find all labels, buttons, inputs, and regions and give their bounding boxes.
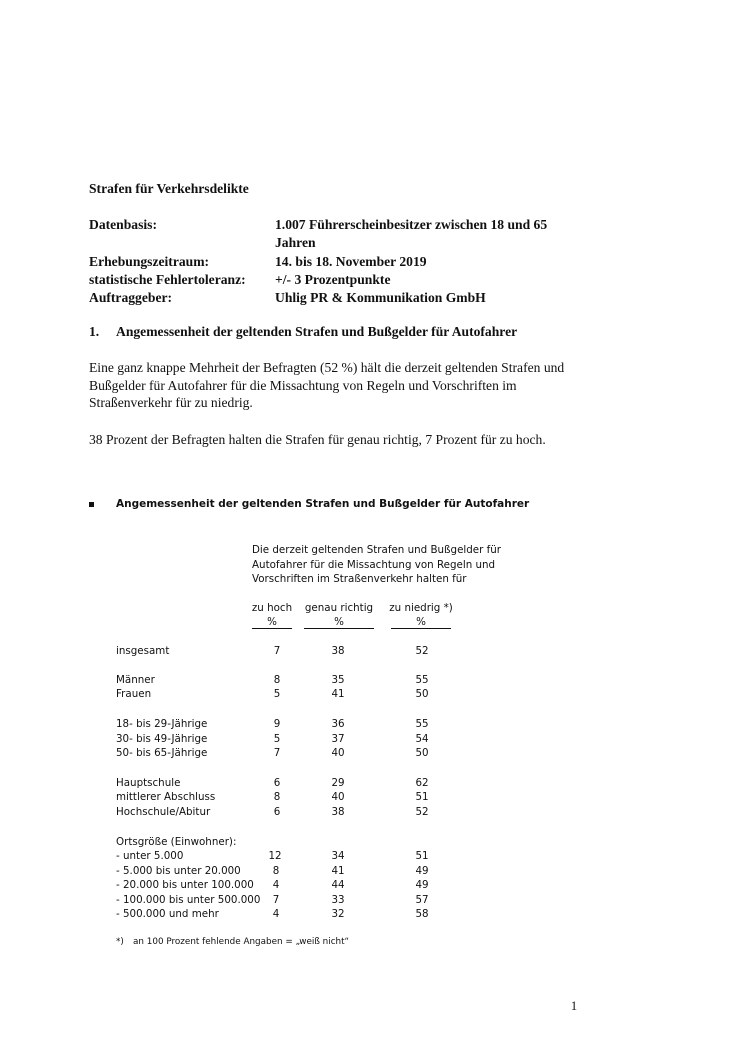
- meta-row-auftraggeber: [89, 289, 609, 307]
- cell-zu-hoch: 7: [273, 645, 281, 657]
- column-unit: %: [334, 616, 344, 628]
- meta-row-erhebungszeitraum: [89, 253, 609, 271]
- meta-value: 14. bis 18. November 2019: [275, 254, 427, 269]
- cell-zu-hoch: 4: [272, 879, 280, 891]
- cell-zu-hoch: 9: [273, 718, 281, 730]
- row-label: Hauptschule: [116, 777, 181, 789]
- cell-zu-niedrig: 51: [415, 850, 429, 862]
- cell-genau-richtig: 38: [331, 806, 345, 818]
- row-label: Hochschule/Abitur: [116, 806, 211, 818]
- row-label: Männer: [116, 674, 155, 686]
- row-label: - 100.000 bis unter 500.000: [116, 894, 261, 906]
- section-title: Angemessenheit der geltenden Strafen und Bußgelder für Autofahrer: [116, 324, 518, 339]
- cell-zu-niedrig: 55: [415, 674, 429, 686]
- section-heading: [89, 323, 609, 341]
- paragraph: Eine ganz knappe Mehrheit der Befragten (52 %) hält die derzeit geltenden Strafen und Bußgelder für Autofahrer für die Missachtung von Regeln und Vorschriften im Straßenverkehr für zu niedrig.: [89, 360, 565, 410]
- row-label: - 20.000 bis unter 100.000: [116, 879, 254, 891]
- cell-genau-richtig: 37: [331, 733, 345, 745]
- column-unit: %: [267, 616, 277, 628]
- row-label: 18- bis 29-Jährige: [116, 718, 208, 730]
- footnote-text: an 100 Prozent fehlende Angaben = „weiß nicht“: [133, 937, 350, 947]
- cell-zu-hoch: 7: [272, 894, 280, 906]
- cell-zu-niedrig: 55: [415, 718, 429, 730]
- cell-genau-richtig: 41: [331, 688, 345, 700]
- row-label: - unter 5.000: [116, 850, 184, 862]
- cell-genau-richtig: 32: [331, 908, 345, 920]
- row-group-label: Ortsgröße (Einwohner):: [116, 836, 237, 848]
- cell-genau-richtig: 35: [331, 674, 345, 686]
- footnote-mark: *): [116, 937, 124, 947]
- row-label: insgesamt: [116, 645, 170, 657]
- bullet-icon: [89, 502, 94, 507]
- row-label: - 5.000 bis unter 20.000: [116, 865, 241, 877]
- meta-key: Erhebungszeitraum:: [89, 254, 210, 269]
- cell-zu-hoch: 8: [273, 791, 281, 803]
- cell-genau-richtig: 38: [331, 645, 345, 657]
- column-unit: %: [416, 616, 426, 628]
- column-underline: [304, 628, 374, 629]
- column-underline: [252, 628, 292, 629]
- cell-genau-richtig: 41: [331, 865, 345, 877]
- cell-zu-hoch: 5: [273, 688, 281, 700]
- cell-genau-richtig: 34: [331, 850, 345, 862]
- column-underline: [391, 628, 451, 629]
- cell-zu-hoch: 8: [272, 865, 280, 877]
- meta-value: 1.007 Führerscheinbesitzer zwischen 18 und 65 Jahren: [275, 217, 548, 250]
- cell-zu-niedrig: 50: [415, 688, 429, 700]
- column-header-zu-niedrig: zu niedrig *): [389, 602, 453, 614]
- row-label: 50- bis 65-Jährige: [116, 747, 208, 759]
- cell-zu-niedrig: 57: [415, 894, 429, 906]
- meta-value: Uhlig PR & Kommunikation GmbH: [275, 290, 486, 305]
- cell-genau-richtig: 44: [331, 879, 345, 891]
- meta-key: Auftraggeber:: [89, 290, 173, 305]
- cell-zu-hoch: 6: [273, 777, 281, 789]
- page-number: 1: [570, 999, 578, 1013]
- cell-zu-niedrig: 52: [415, 645, 429, 657]
- cell-zu-niedrig: 51: [415, 791, 429, 803]
- column-header-zu-hoch: zu hoch: [251, 602, 293, 614]
- meta-key: Datenbasis:: [89, 217, 157, 232]
- cell-zu-niedrig: 54: [415, 733, 429, 745]
- meta-row-datenbasis: [89, 216, 609, 252]
- cell-zu-hoch: 5: [273, 733, 281, 745]
- row-label: mittlerer Abschluss: [116, 791, 216, 803]
- column-header-genau-richtig: genau richtig: [304, 602, 374, 614]
- row-label: 30- bis 49-Jährige: [116, 733, 208, 745]
- row-label: Frauen: [116, 688, 152, 700]
- cell-genau-richtig: 40: [331, 747, 345, 759]
- page-title: Strafen für Verkehrsdelikte: [89, 181, 249, 196]
- table-heading: [89, 498, 530, 512]
- section-number: 1.: [89, 324, 100, 339]
- meta-value: +/- 3 Prozentpunkte: [275, 272, 391, 287]
- cell-zu-niedrig: 62: [415, 777, 429, 789]
- cell-zu-hoch: 6: [273, 806, 281, 818]
- cell-genau-richtig: 40: [331, 791, 345, 803]
- cell-zu-hoch: 4: [272, 908, 280, 920]
- cell-zu-niedrig: 52: [415, 806, 429, 818]
- cell-zu-niedrig: 58: [415, 908, 429, 920]
- meta-key: statistische Fehlertoleranz:: [89, 272, 246, 287]
- cell-zu-niedrig: 49: [415, 879, 429, 891]
- footnote: [116, 937, 416, 950]
- cell-zu-hoch: 8: [273, 674, 281, 686]
- cell-genau-richtig: 29: [331, 777, 345, 789]
- table-intro: Die derzeit geltenden Strafen und Bußgelder für Autofahrer für die Missachtung von Regeln und Vorschriften im Straßenverkehr halten für: [252, 544, 502, 586]
- cell-zu-niedrig: 49: [415, 865, 429, 877]
- cell-zu-niedrig: 50: [415, 747, 429, 759]
- cell-genau-richtig: 36: [331, 718, 345, 730]
- row-label: - 500.000 und mehr: [116, 908, 219, 920]
- cell-genau-richtig: 33: [331, 894, 345, 906]
- cell-zu-hoch: 12: [268, 850, 282, 862]
- table-heading-text: Angemessenheit der geltenden Strafen und Bußgelder für Autofahrer: [116, 498, 530, 510]
- cell-zu-hoch: 7: [273, 747, 281, 759]
- meta-row-fehlertoleranz: [89, 271, 609, 289]
- paragraph: 38 Prozent der Befragten halten die Strafen für genau richtig, 7 Prozent für zu hoch.: [89, 432, 546, 447]
